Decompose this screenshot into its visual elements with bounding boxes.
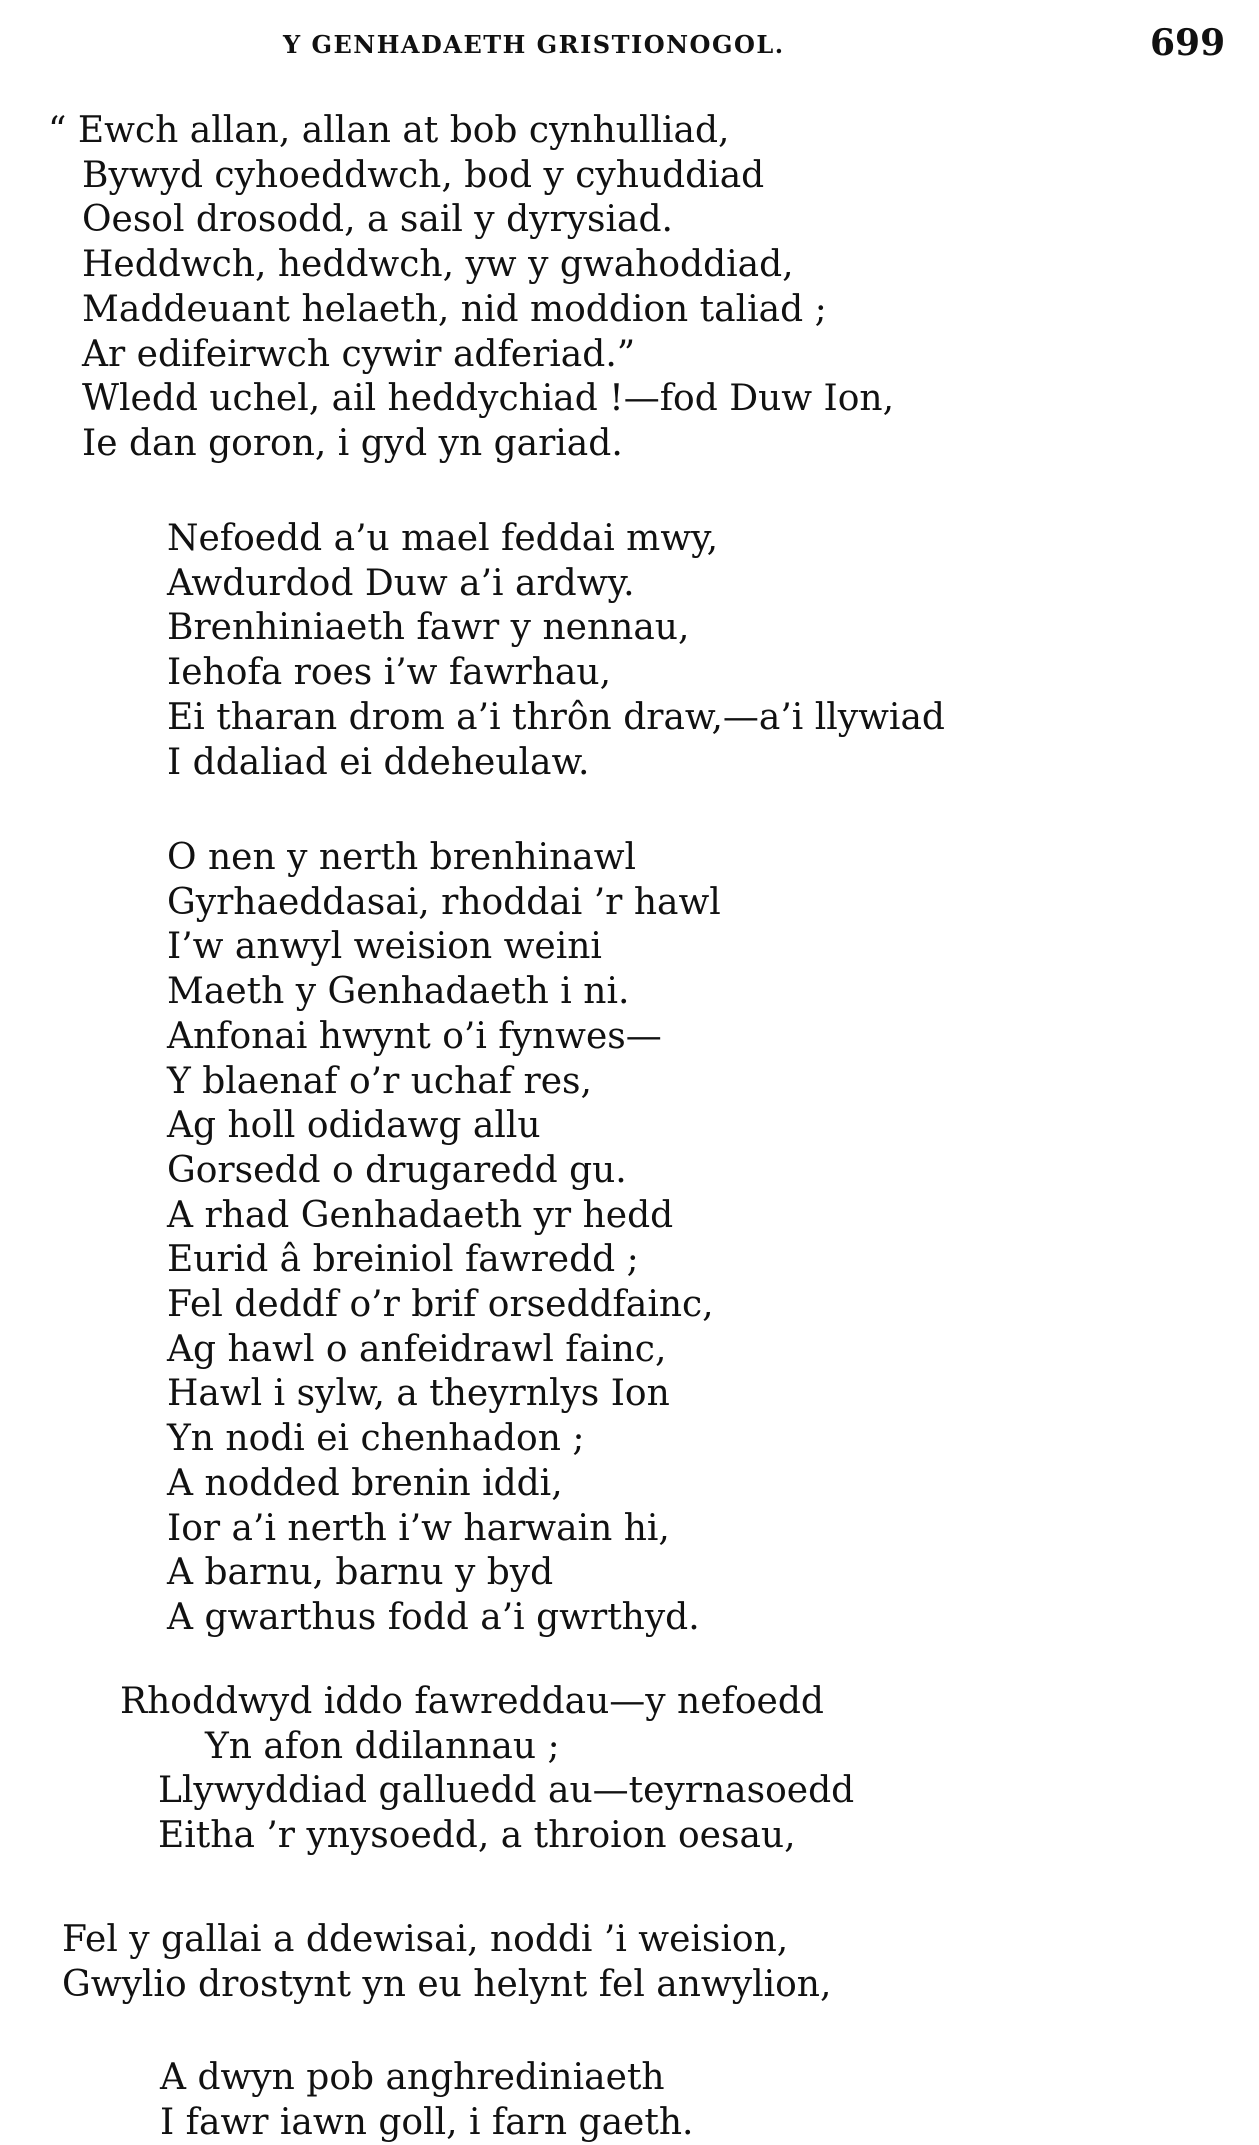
- poem-line: Rhoddwyd iddo fawreddau—y nefoedd: [120, 1681, 824, 1722]
- poem-line: Llywyddiad galluedd au—teyrnasoedd: [158, 1770, 855, 1812]
- stanza-1: [48, 109, 894, 467]
- poem-line: A nodded brenin iddi,: [167, 1462, 563, 1504]
- poem-line: Bywyd cyhoeddwch, bod y cyhuddiad: [82, 154, 765, 196]
- poem-line: Ei tharan drom a’i thrôn draw,—a’i llywiad: [167, 696, 945, 738]
- poem-line: Gwylio drostynt yn eu helynt fel anwylion,: [62, 1963, 832, 2005]
- poem-line: I’w anwyl weision weini: [167, 926, 602, 968]
- poem-line: Fel y gallai a ddewisai, noddi ’i weision,: [62, 1919, 789, 1960]
- poem-line: Nefoedd a’u mael feddai mwy,: [167, 518, 719, 559]
- poem-line: A dwyn pob anghrediniaeth: [160, 2057, 665, 2098]
- running-head: [0, 22, 1259, 62]
- poem-line: Gyrhaeddasai, rhoddai ’r hawl: [167, 881, 721, 923]
- stanza-2: [167, 517, 945, 785]
- poem-line: Ie dan goron, i gyd yn gariad.: [82, 422, 623, 464]
- poem-line: Maeth y Genhadaeth i ni.: [167, 971, 630, 1013]
- poem-line: Ar edifeirwch cywir adferiad.”: [82, 333, 636, 375]
- poem-line: A gwarthus fodd a’i gwrthyd.: [167, 1596, 700, 1638]
- poem-line: Y blaenaf o’r uchaf res,: [167, 1060, 592, 1102]
- poem-line: Yn nodi ei chenhadon ;: [167, 1418, 585, 1460]
- stanza-3: [167, 836, 721, 1641]
- poem-line: A rhad Genhadaeth yr hedd: [167, 1194, 674, 1236]
- poem-line: Hawl i sylw, a theyrnlys Ion: [167, 1373, 670, 1415]
- poem-line: A barnu, barnu y byd: [167, 1552, 554, 1594]
- stanza-4: [120, 1680, 854, 1859]
- poem-line: “ Ewch allan, allan at bob cynhulliad,: [48, 110, 730, 151]
- poem-line: Brenhiniaeth fawr y nennau,: [167, 607, 690, 649]
- poem-line: Fel deddf o’r brif orseddfainc,: [167, 1284, 714, 1326]
- running-title: Y GENHADAETH GRISTIONOGOL.: [283, 30, 785, 59]
- poem-line: Ag holl odidawg allu: [167, 1105, 541, 1147]
- poem-line: I fawr iawn goll, i farn gaeth.: [160, 2101, 694, 2143]
- poem-line: Awdurdod Duw a’i ardwy.: [167, 562, 635, 604]
- poem-line: Wledd uchel, ail heddychiad !—fod Duw Ion,: [82, 378, 895, 420]
- poem-line: Eitha ’r ynysoedd, a throion oesau,: [158, 1815, 796, 1857]
- poem-line: Iehofa roes i’w fawrhau,: [167, 652, 612, 694]
- poem-line: Heddwch, heddwch, yw y gwahoddiad,: [82, 244, 794, 286]
- poem-line: Eurid â breiniol fawredd ;: [167, 1239, 639, 1281]
- poem-line: O nen y nerth brenhinawl: [167, 837, 637, 878]
- poem-line: Anfonai hwynt o’i fynwes—: [167, 1015, 662, 1057]
- poem-line: Maddeuant helaeth, nid moddion taliad ;: [82, 288, 827, 330]
- stanza-6: [160, 2056, 693, 2145]
- poem-line: Ior a’i nerth i’w harwain hi,: [167, 1507, 670, 1549]
- poem-line: Gorsedd o drugaredd gu.: [167, 1149, 627, 1191]
- poem-line: I ddaliad ei ddeheulaw.: [167, 741, 590, 783]
- stanza-5: [62, 1918, 831, 2007]
- poem-line: Ag hawl o anfeidrawl fainc,: [167, 1328, 667, 1370]
- poem-line: Oesol drosodd, a sail y dyrysiad.: [82, 199, 673, 241]
- page-number: 699: [1150, 22, 1226, 64]
- poem-line: Yn afon ddilannau ;: [205, 1725, 560, 1767]
